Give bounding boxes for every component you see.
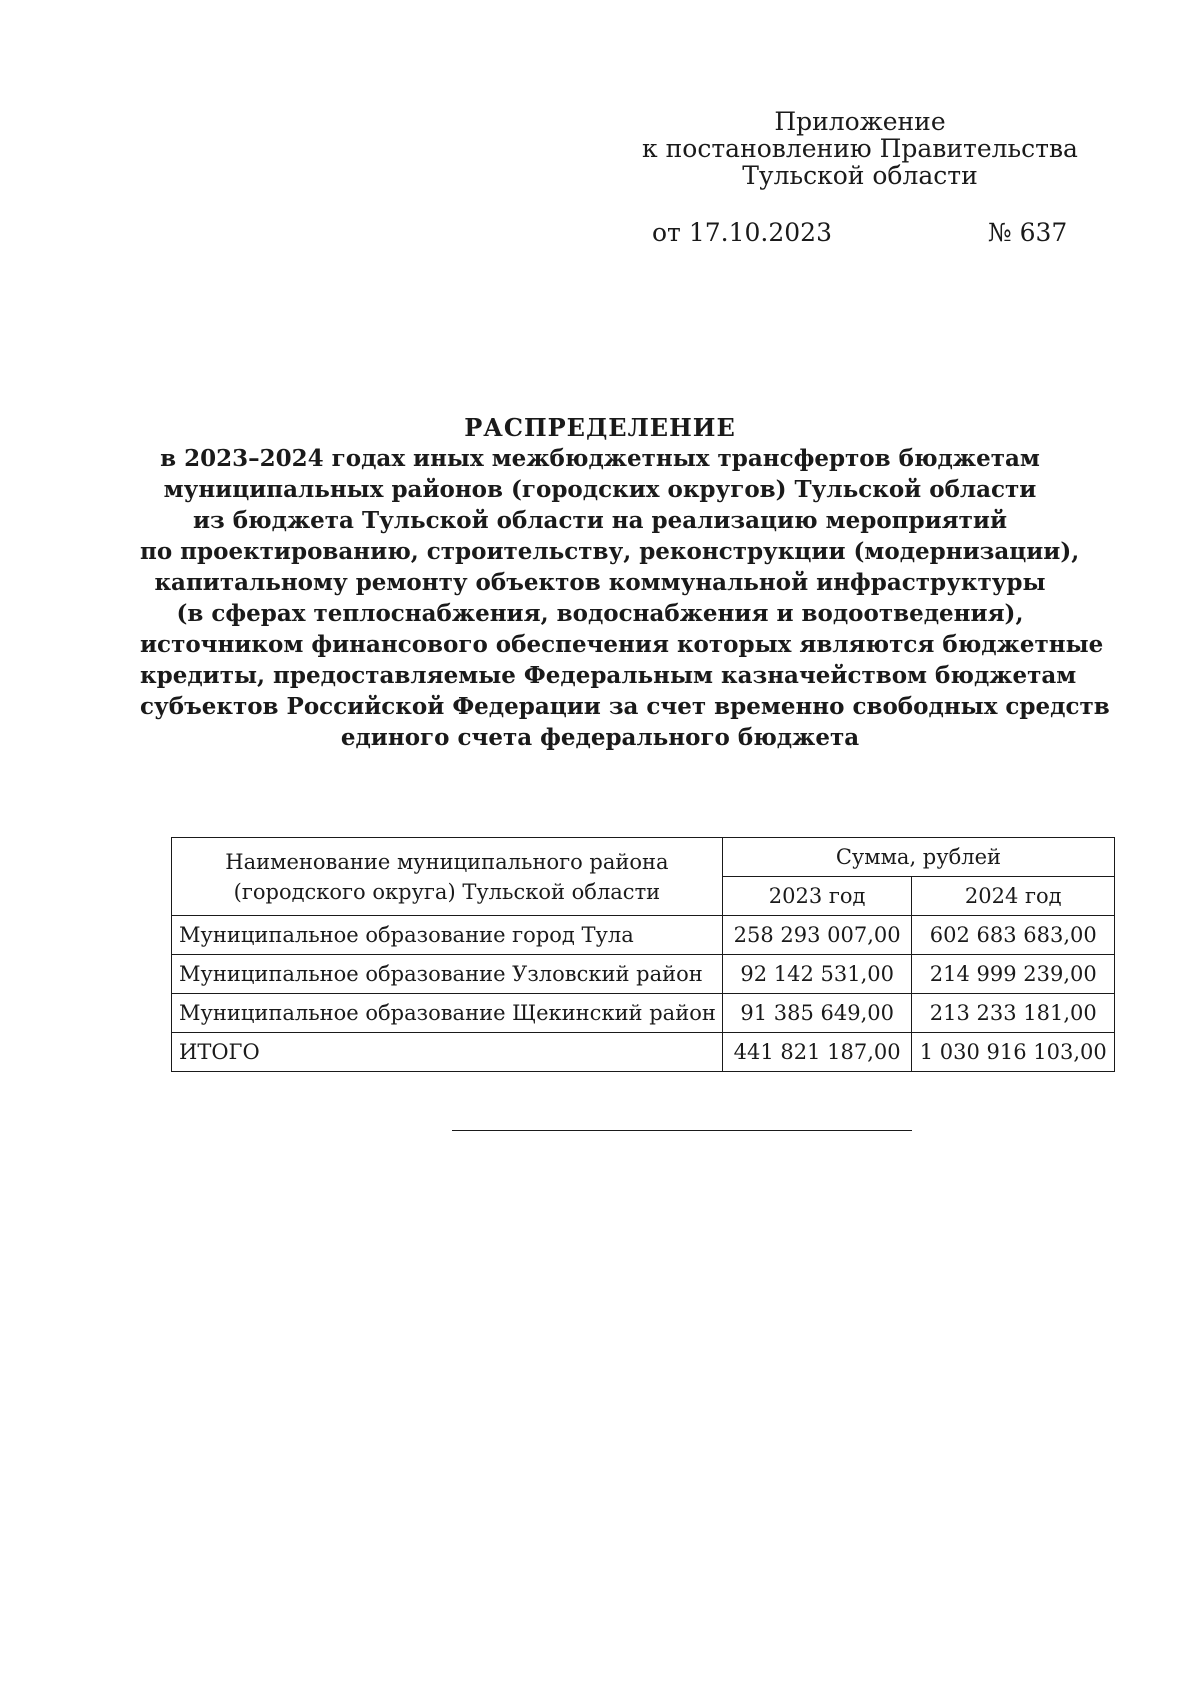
amount-2023: 258 293 007,00 xyxy=(722,916,912,955)
title-heading: РАСПРЕДЕЛЕНИЕ xyxy=(464,413,736,442)
appendix-header xyxy=(640,108,1080,189)
total-2024: 1 030 916 103,00 xyxy=(912,1033,1115,1072)
resolution-dateline xyxy=(0,218,1200,250)
total-2023: 441 821 187,00 xyxy=(722,1033,912,1072)
title-line: из бюджета Тульской области на реализацию мероприятий xyxy=(192,507,1008,534)
year-2024-header: 2024 год xyxy=(912,877,1115,916)
title-line: по проектированию, строительству, реконструкции (модернизации), xyxy=(140,538,1080,565)
end-separator-line xyxy=(452,1130,912,1131)
title-line: капитальному ремонту объектов коммунальной инфраструктуры xyxy=(154,569,1046,596)
amount-2024: 214 999 239,00 xyxy=(912,955,1115,994)
municipality-name: Муниципальное образование город Тула xyxy=(172,916,723,955)
title-line: субъектов Российской Федерации за счет временно свободных средств xyxy=(140,693,1110,720)
municipality-name: Муниципальное образование Узловский район xyxy=(172,955,723,994)
table-row xyxy=(172,916,1115,955)
title-line: источником финансового обеспечения которых являются бюджетные xyxy=(140,631,1104,658)
amount-2024: 602 683 683,00 xyxy=(912,916,1115,955)
amount-2023: 91 385 649,00 xyxy=(722,994,912,1033)
title-line: в 2023–2024 годах иных межбюджетных трансфертов бюджетам xyxy=(160,445,1040,472)
total-label: ИТОГО xyxy=(172,1033,723,1072)
table-header-row xyxy=(172,838,1115,877)
resolution-date: от 17.10.2023 xyxy=(652,218,832,247)
municipality-header-line-2: (городского округа) Тульской области xyxy=(233,879,661,904)
appendix-line-2: к постановлению Правительства xyxy=(642,134,1078,163)
appendix-line-3: Тульской области xyxy=(742,161,978,190)
amount-2024: 213 233 181,00 xyxy=(912,994,1115,1033)
title-line: (в сферах теплоснабжения, водоснабжения и водоотведения), xyxy=(176,600,1024,627)
title-line: муниципальных районов (городских округов) Тульской области xyxy=(163,476,1037,503)
document-title xyxy=(140,412,1110,753)
title-line: кредиты, предоставляемые Федеральным казначейством бюджетам xyxy=(140,662,1077,689)
year-2023-header: 2023 год xyxy=(722,877,912,916)
municipality-name: Муниципальное образование Щекинский район xyxy=(172,994,723,1033)
resolution-number: № 637 xyxy=(988,218,1068,247)
table-total-row xyxy=(172,1033,1115,1072)
title-line: единого счета федерального бюджета xyxy=(340,724,860,751)
table-row xyxy=(172,955,1115,994)
appendix-line-1: Приложение xyxy=(774,107,946,136)
municipality-column-header xyxy=(172,838,723,916)
sum-column-header: Сумма, рублей xyxy=(722,838,1114,877)
distribution-table xyxy=(171,837,1115,1072)
table-row xyxy=(172,994,1115,1033)
amount-2023: 92 142 531,00 xyxy=(722,955,912,994)
municipality-header-line-1: Наименование муниципального района xyxy=(225,849,669,874)
